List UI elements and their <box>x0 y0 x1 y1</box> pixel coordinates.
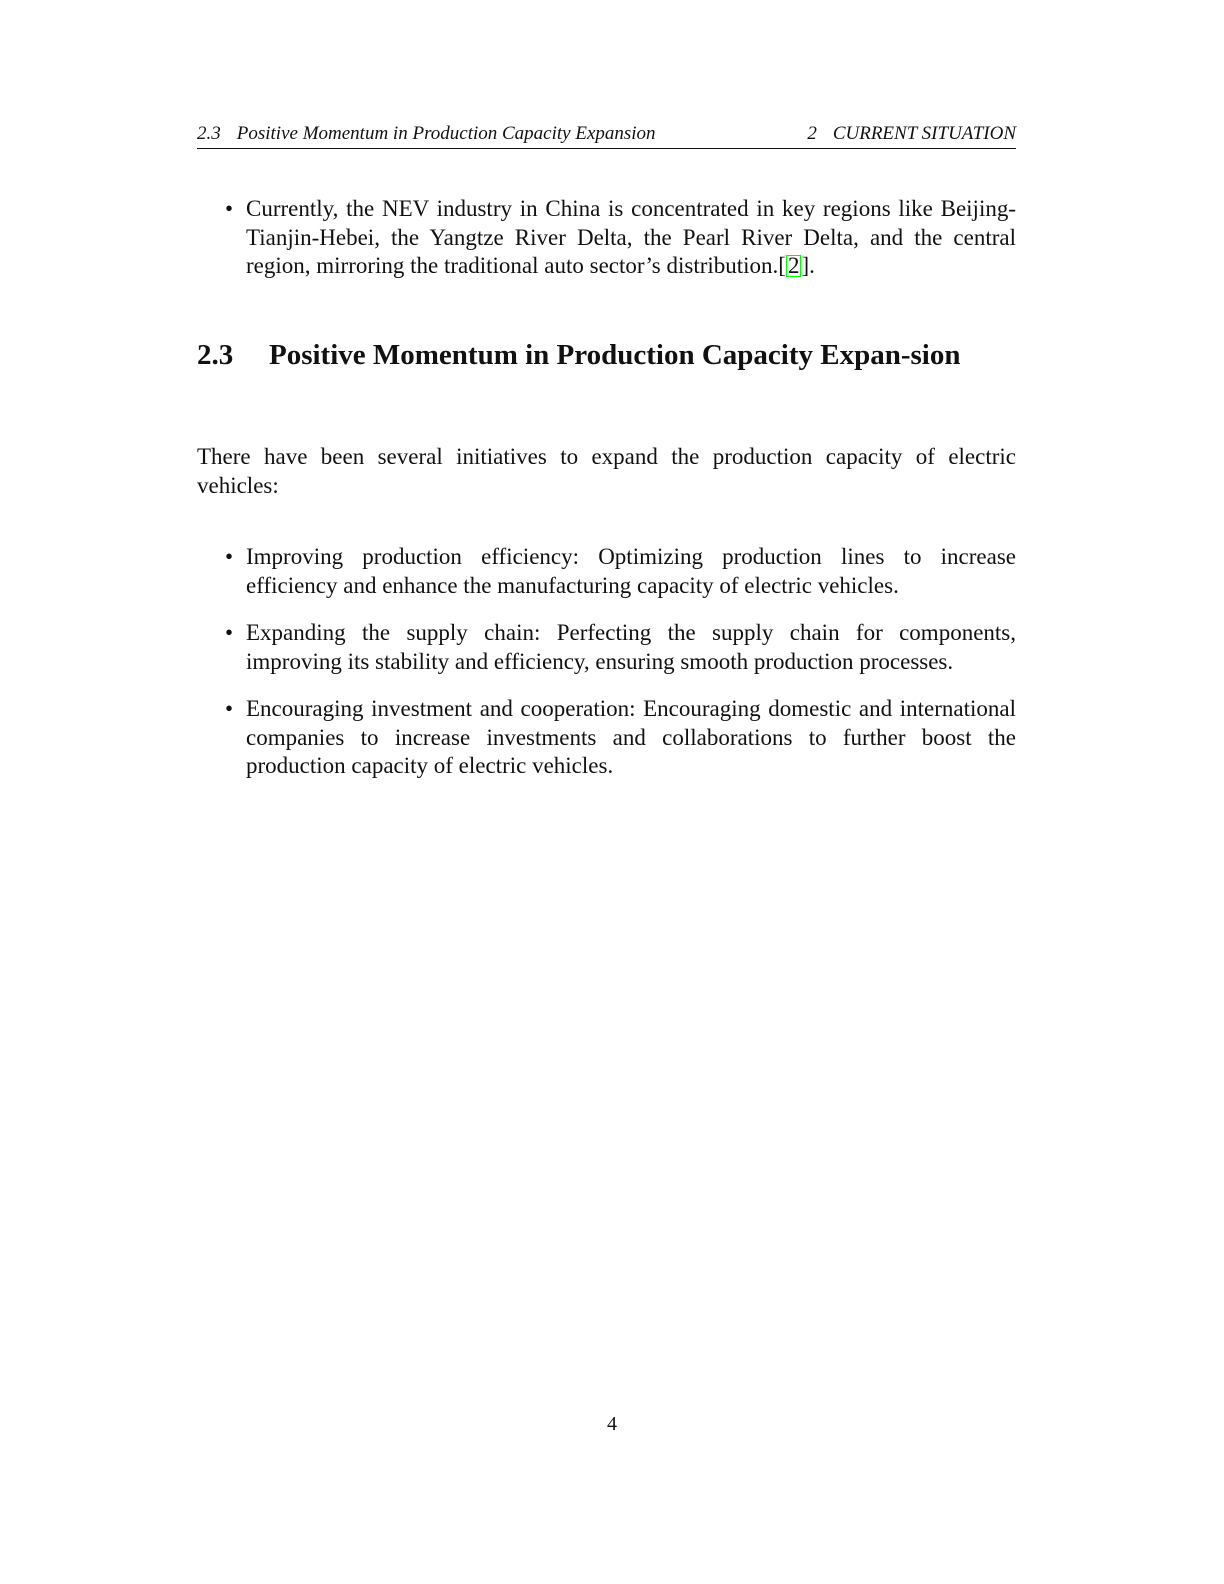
header-section-number: 2.3 <box>197 123 221 144</box>
section-heading <box>197 338 1016 372</box>
list-item <box>197 695 1016 781</box>
bullet-text <box>246 196 1016 278</box>
top-bullet-list <box>197 195 1016 281</box>
section-title: Positive Momentum in Production Capacity Expan-sion <box>269 339 961 371</box>
bullet-text-main: Currently, the NEV industry in China is concentrated in key regions like Beijing-Tianjin-Hebei, the Yangtze River Delta, the Pearl River Delta, and the central region, mirroring the traditional auto sector’s distribution.[ <box>246 196 1016 278</box>
header-chapter-number: 2 <box>807 123 817 144</box>
list-item <box>197 195 1016 281</box>
header-chapter <box>807 120 1016 148</box>
section-number: 2.3 <box>197 339 234 371</box>
bullet-text: Improving production efficiency: Optimizing production lines to increase efficiency and enhance the manufacturing capacity of electric vehicles. <box>246 544 1016 598</box>
bullet-text: Encouraging investment and cooperation: Encouraging domestic and international companies to increase investments and collaborations to further boost the production capacity of electric vehicles. <box>246 696 1016 778</box>
bullet-dot-icon: • <box>225 696 234 721</box>
page-number: 4 <box>607 1413 617 1435</box>
bullet-dot-icon: • <box>225 196 234 221</box>
list-item <box>197 619 1016 676</box>
bullet-text-end: ]. <box>801 253 815 278</box>
bullet-dot-icon: • <box>225 620 234 645</box>
initiatives-list <box>197 543 1016 781</box>
header-chapter-title: CURRENT SITUATION <box>832 123 1016 144</box>
citation-link[interactable]: 2 <box>787 253 800 278</box>
header-section-title: Positive Momentum in Production Capacity Expansion <box>236 123 656 144</box>
list-item <box>197 543 1016 600</box>
intro-paragraph: There have been several initiatives to expand the production capacity of electric vehicles: <box>197 444 1016 498</box>
bullet-text: Expanding the supply chain: Perfecting the supply chain for components, improving its stability and efficiency, ensuring smooth production processes. <box>246 620 1016 674</box>
bullet-dot-icon: • <box>225 544 234 569</box>
running-header <box>197 120 1016 149</box>
header-section <box>197 120 656 148</box>
